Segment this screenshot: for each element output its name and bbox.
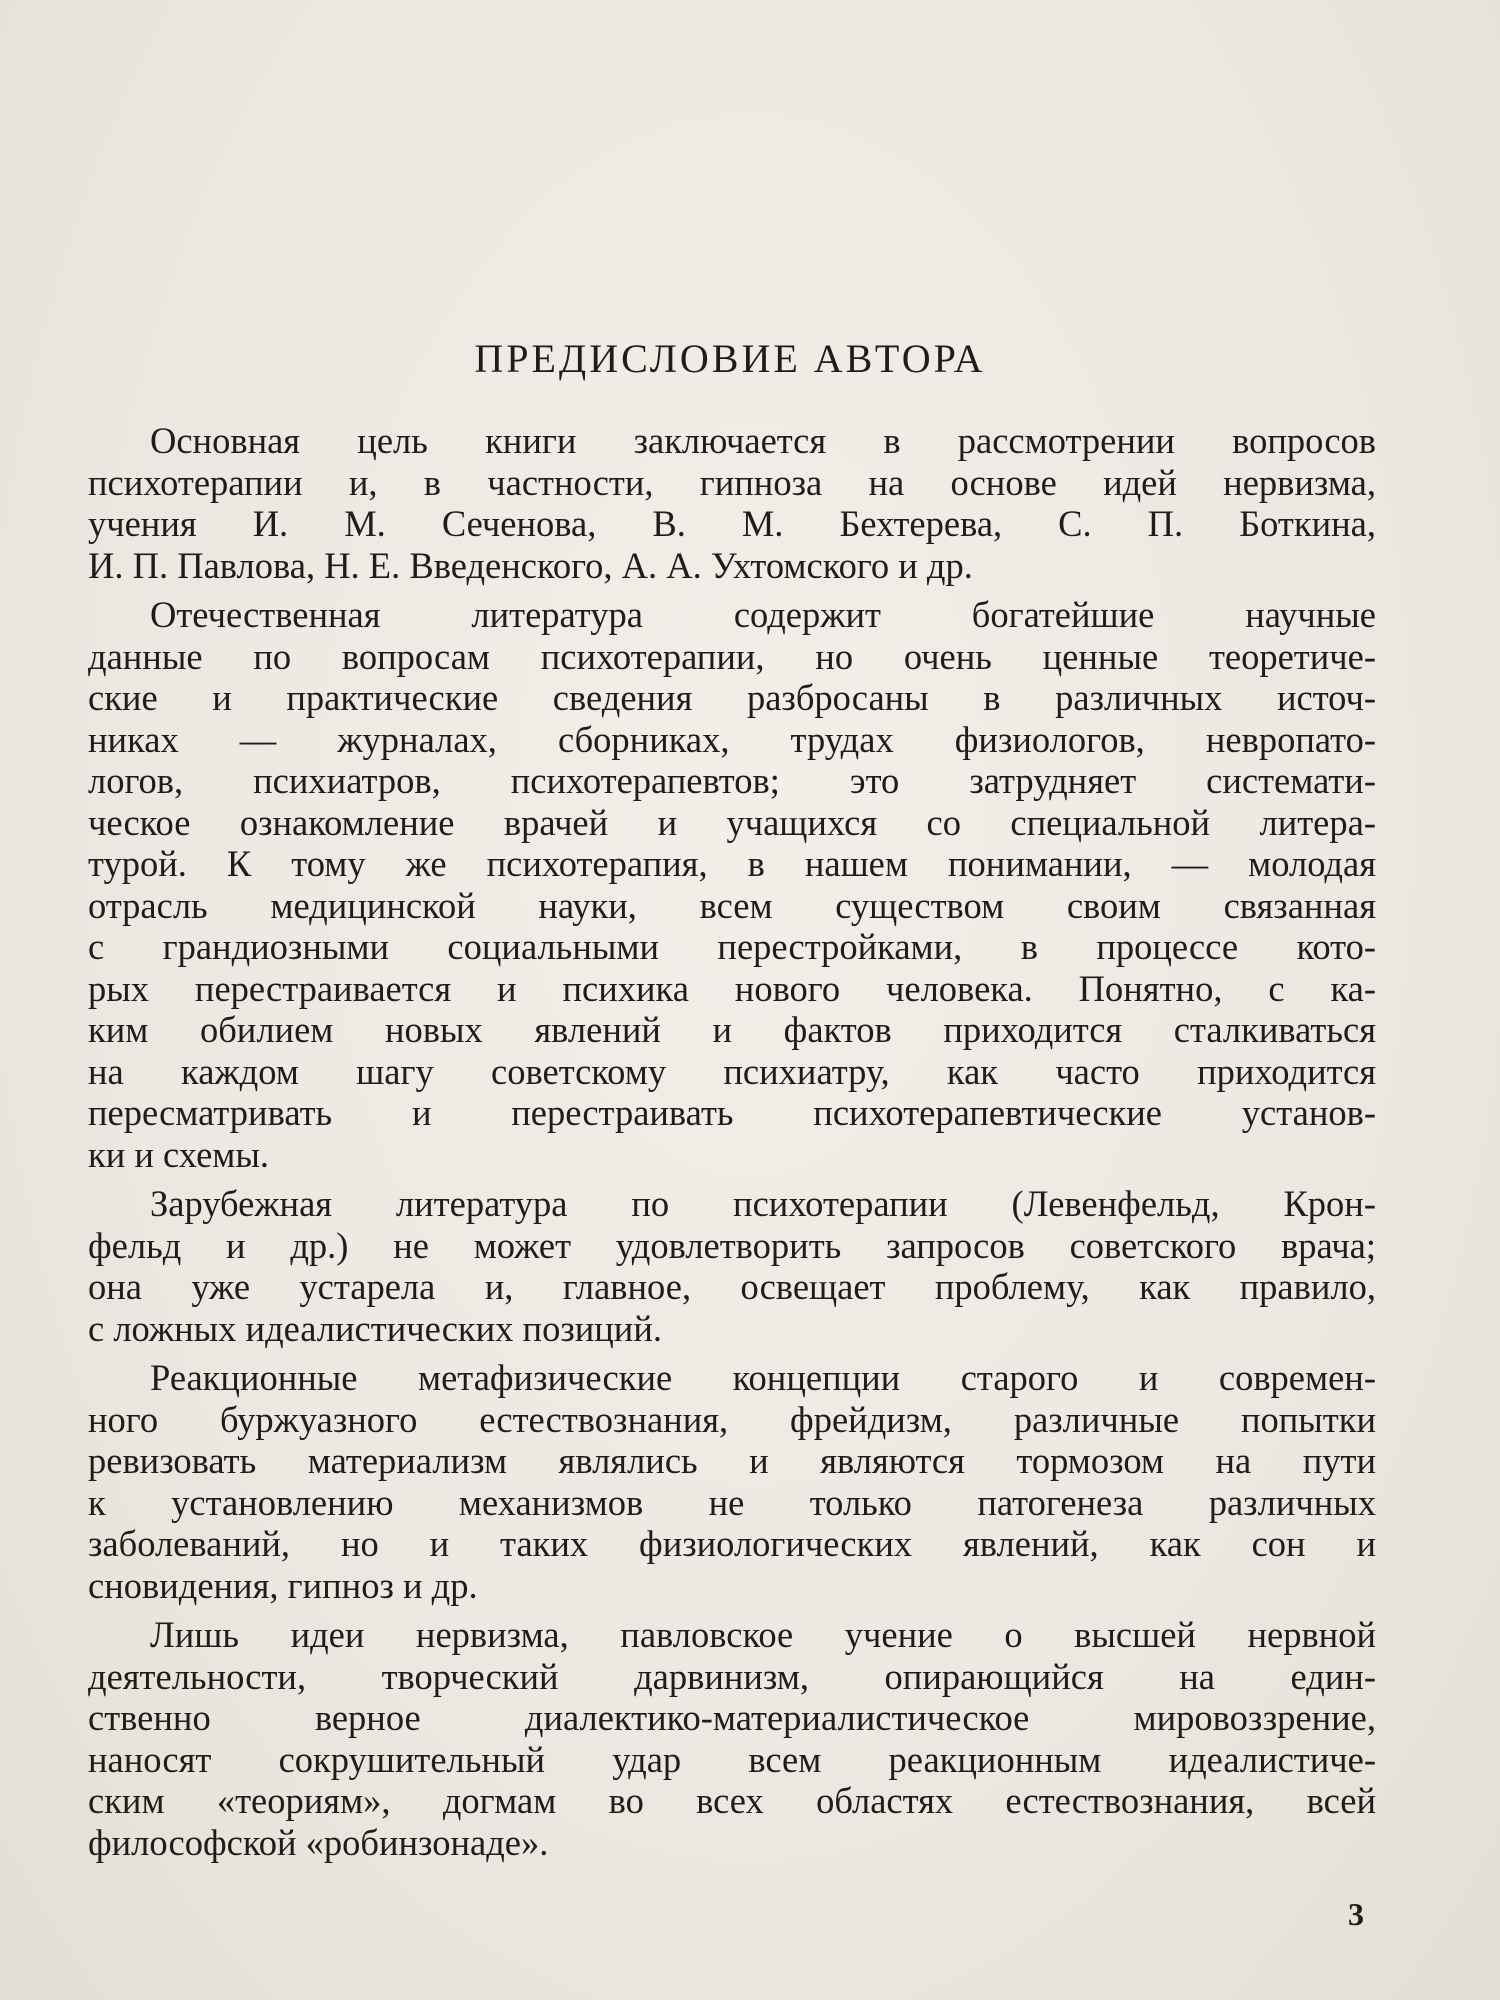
text-line: ким обилием новых явлений и фактов приходится сталкиваться xyxy=(88,1009,1376,1050)
text-line: рых перестраивается и психика нового человека. Понятно, с ка- xyxy=(88,967,1376,1009)
text-line: пересматривать и перестраивать психотерапевтические установ- xyxy=(88,1092,1376,1133)
body-text xyxy=(88,420,1376,1871)
text-line: с ложных идеалистических позиций. xyxy=(88,1307,663,1349)
text-line: турой. К тому же психотерапия, в нашем понимании, — молодая xyxy=(88,843,1376,884)
text-line: ские и практические сведения разбросаны в различных источ- xyxy=(88,677,1376,718)
text-line: она уже устарела и, главное, освещает проблему, как правило, xyxy=(88,1266,1376,1307)
text-line: деятельности, творческий дарвинизм, опирающийся на един- xyxy=(88,1655,1376,1697)
text-line: сновидения, гипноз и др. xyxy=(88,1564,478,1606)
text-line: никах — журналах, сборниках, трудах физиологов, невропато- xyxy=(88,718,1376,760)
text-line: Отечественная литература содержит богатейшие научные xyxy=(150,594,1376,635)
text-line: ного буржуазного естествознания, фрейдизм, различные попытки xyxy=(88,1398,1376,1440)
text-line: психотерапии и, в частности, гипноза на основе идей нервизма, xyxy=(88,461,1376,503)
text-line: Основная цель книги заключается в рассмотрении вопросов xyxy=(150,420,1376,461)
paragraph xyxy=(88,1357,1376,1606)
text-line: ки и схемы. xyxy=(88,1133,270,1175)
text-line: Зарубежная литература по психотерапии (Левенфельд, Крон- xyxy=(150,1183,1376,1224)
text-line: заболеваний, но и таких физиологических явлений, как сон и xyxy=(88,1523,1376,1564)
text-line: учения И. М. Сеченова, В. М. Бехтерева, С. П. Боткина, xyxy=(88,503,1376,544)
text-line: наносят сокрушительный удар всем реакционным идеалистиче- xyxy=(88,1738,1376,1780)
text-line: Реакционные метафизические концепции старого и современ- xyxy=(150,1357,1376,1398)
text-line: фельд и др.) не может удовлетворить запросов советского врача; xyxy=(88,1224,1376,1266)
text-line: И. П. Павлова, Н. Е. Введенского, А. А. Ухтомского и др. xyxy=(88,544,973,586)
text-line: данные по вопросам психотерапии, но очень ценные теоретиче- xyxy=(88,635,1376,677)
page-number: 3 xyxy=(1348,1896,1364,1932)
text-line: ским «теориям», догмам во всех областях естествознания, всей xyxy=(88,1780,1376,1821)
text-line: ственно верное диалектико-материалистическое мировоззрение, xyxy=(88,1697,1376,1738)
page-title: ПРЕДИСЛОВИЕ АВТОРА xyxy=(474,336,986,381)
paragraph xyxy=(88,594,1376,1175)
text-line: логов, психиатров, психотерапевтов; это затрудняет системати- xyxy=(88,760,1376,801)
text-line: с грандиозными социальными перестройками, в процессе кото- xyxy=(88,926,1376,967)
paragraph xyxy=(88,420,1376,586)
text-line: на каждом шагу советскому психиатру, как часто приходится xyxy=(88,1050,1376,1092)
text-line: Лишь идеи нервизма, павловское учение о высшей нервной xyxy=(150,1614,1376,1655)
text-line: ревизовать материализм являлись и являются тормозом на пути xyxy=(88,1440,1376,1481)
text-line: философской «робинзонаде». xyxy=(88,1821,549,1863)
paragraph xyxy=(88,1614,1376,1863)
text-line: ческое ознакомление врачей и учащихся со специальной литера- xyxy=(88,801,1376,843)
text-line: к установлению механизмов не только патогенеза различных xyxy=(88,1481,1376,1523)
paragraph xyxy=(88,1183,1376,1349)
text-line: отрасль медицинской науки, всем существом своим связанная xyxy=(88,884,1376,926)
